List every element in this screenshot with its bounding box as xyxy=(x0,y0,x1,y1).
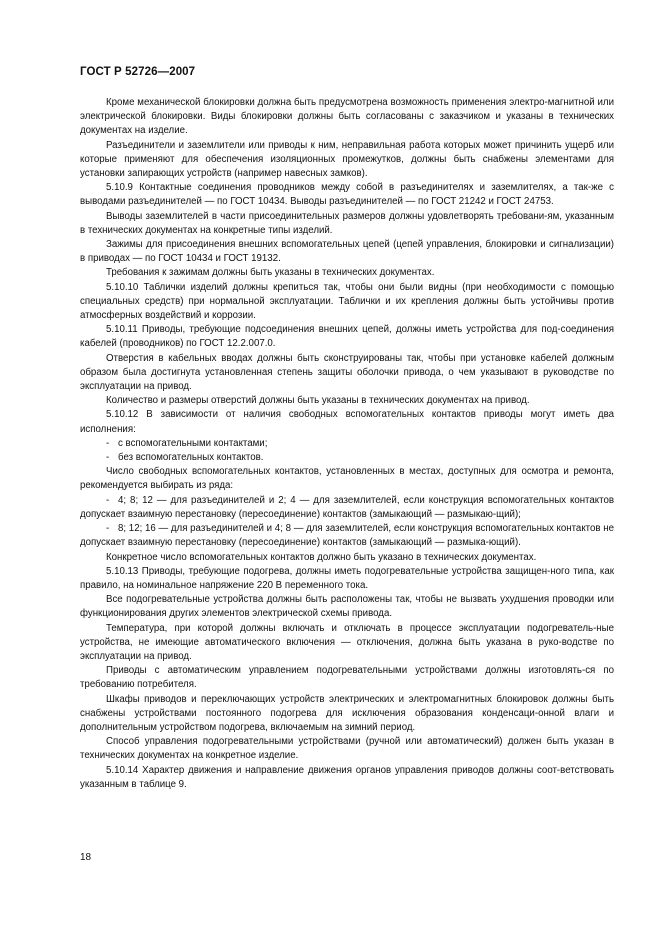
dash-list-item-text: 4; 8; 12 — для разъединителей и 2; 4 — для заземлителей, если конструкция вспомогательных контактов допускает взаимную перестановку (пересоединение) контактов (замыкающий — размыкаю-щий); xyxy=(80,494,614,520)
paragraph: Выводы заземлителей в части присоединительных размеров должны удовлетворять требовани-ям, указанным в технических документах на конкретные типы изделий. xyxy=(80,210,614,236)
paragraph: Отверстия в кабельных вводах должны быть сконструированы так, чтобы при установке кабелей должным образом была достигнута установленная степень защиты оболочки привода, о чем указывают в руководстве по эксплуатации на привод. xyxy=(80,352,614,393)
paragraph: Все подогревательные устройства должны быть расположены так, чтобы не вызвать ухудшения проводки или функционирования других элементов электрической схемы привода. xyxy=(80,594,614,620)
paragraph: 5.10.11 Приводы, требующие подсоединения внешних цепей, должны иметь устройства для под-соединения кабелей (проводников) по ГОСТ 12.2.007.0. xyxy=(80,324,614,350)
paragraph: Число свободных вспомогательных контактов, установленных в местах, доступных для осмотра и ремонта, рекомендуется выбирать из ряда: xyxy=(80,466,614,492)
paragraph: 5.10.10 Таблички изделий должны крепиться так, чтобы они были видны (при необходимости с помощью специальных средств) при нормальной эксплуатации. Таблички и их крепления должны быть устойчивы против атмосферных воздействий и коррозии. xyxy=(80,281,614,322)
dash-marker: - xyxy=(106,494,110,506)
paragraph: 5.10.13 Приводы, требующие подогрева, должны иметь подогревательные устройства защищен-ного типа, как правило, на номинальное напряжение 220 В переменного тока. xyxy=(80,565,614,591)
paragraph: Разъединители и заземлители или приводы к ним, неправильная работа которых может причинить ущерб или которые применяют для обеспечения изоляционных промежутков, должны быть снабжены элементами для установки запирающих устройств (например навесных замков). xyxy=(80,139,614,180)
paragraph: Температура, при которой должны включать и отключать в процессе эксплуатации подогреватель-ные устройства, не имеющие автоматического включения — отключения, должна быть указана в руко-водстве по эксплуатации на привод. xyxy=(80,622,614,662)
paragraph: Требования к зажимам должны быть указаны в технических документах. xyxy=(106,267,435,279)
paragraph: Количество и размеры отверстий должны быть указаны в технических документах на привод. xyxy=(106,395,530,407)
paragraph: 5.10.14 Характер движения и направление движения органов управления приводов должны соот-ветствовать указанным в таблице 9. xyxy=(80,764,614,790)
dash-list-item xyxy=(80,522,614,550)
dash-list-item xyxy=(80,437,614,451)
standard-code-header: ГОСТ Р 52726—2007 xyxy=(80,66,196,78)
paragraph: Кроме механической блокировки должна быть предусмотрена возможность применения электро-магнитной или электрической блокировки. Виды блокировки должны быть согласованы с заказчиком и указаны в технических документах на изделие. xyxy=(80,97,614,137)
page-number: 18 xyxy=(80,852,92,863)
paragraph: Способ управления подогревательными устройствами (ручной или автоматический) должен быть указан в технических документах на конкретное изделие. xyxy=(80,736,614,762)
paragraph: Конкретное число вспомогательных контактов должно быть указано в технических документах. xyxy=(106,551,537,563)
paragraph: Шкафы приводов и переключающих устройств электрических и электромагнитных блокировок должны быть снабжены устройствами постоянного подогрева для исключения образования конденсаци-онной влаги и дополнительным устройством подогрева, включаемым на зимний период. xyxy=(80,693,614,733)
dash-list-item-text: без вспомогательных контактов. xyxy=(118,452,264,464)
dash-list-item xyxy=(80,451,614,465)
paragraph: Приводы с автоматическим управлением подогревательными устройствами должны изготовлять-ся по требованию потребителя. xyxy=(80,665,614,691)
document-body xyxy=(80,96,614,792)
dash-list-item-text: 8; 12; 16 — для разъединителей и 4; 8 — для заземлителей, если конструкция вспомогательных контактов не допускает взаимную перестановку (пересоединение) контактов (замыкающий — размыка-ющий). xyxy=(80,523,614,549)
paragraph: 5.10.9 Контактные соединения проводников между собой в разъединителях и заземлителях, а так-же с выводами разъединителей — по ГОСТ 10434. Выводы разъединителей — по ГОСТ 21242 и ГОСТ 24753. xyxy=(80,182,614,208)
dash-marker: - xyxy=(106,523,110,535)
paragraph: 5.10.12 В зависимости от наличия свободных вспомогательных контактов приводы могут иметь два исполнения: xyxy=(80,409,614,435)
dash-marker: - xyxy=(106,437,110,449)
paragraph: Зажимы для присоединения внешних вспомогательных цепей (цепей управления, блокировки и сигнализации) в приводах — по ГОСТ 10434 и ГОСТ 19132. xyxy=(80,239,614,265)
dash-list-item-text: с вспомогательными контактами; xyxy=(118,437,268,449)
dash-list-item xyxy=(80,494,614,522)
dash-marker: - xyxy=(106,452,110,464)
